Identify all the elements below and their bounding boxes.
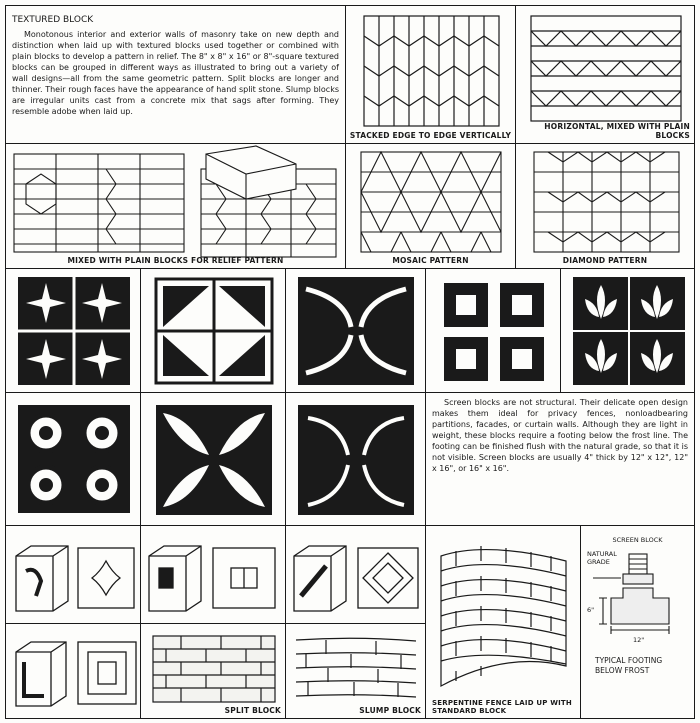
curve-screen-block-illustration — [286, 269, 426, 393]
square-screen-block-illustration — [426, 269, 561, 393]
textured-block-detail-3 — [285, 525, 426, 624]
screen-block-scrolls — [285, 392, 426, 526]
circle-screen-block-illustration — [6, 393, 141, 526]
leaf-screen-block-illustration — [141, 393, 286, 526]
textured-block-detail-2 — [140, 525, 286, 624]
intro-panel — [5, 5, 346, 144]
textured-block-detail-3-illustration — [286, 526, 426, 624]
textured-block-detail-4 — [5, 623, 141, 719]
stacked-pattern-panel — [345, 5, 516, 144]
slump-block-illustration — [286, 624, 426, 719]
intro-body: Monotonous interior and exterior walls of masonry take on new depth and distinction when laid up with textured blocks used together or combined with plain blocks to develop a pattern in relief. The 8" x 8" x 16" or 8"-square textured blocks can be grouped in different ways as illustrated to bring out a variety of wall designs—all from the same geometric pattern. Split blocks are longer and thinner. Their rough faces have the appearance of hand split stone. Slump blocks are irregular units cast from a concrete mix that sags after forming. They resemble adobe when laid up. — [12, 30, 339, 116]
serpentine-fence-illustration — [426, 526, 581, 719]
textured-block-detail-2-illustration — [141, 526, 286, 624]
diamond-pattern-panel — [515, 143, 695, 269]
footing-panel — [580, 525, 695, 719]
natural-grade-label: NATURAL GRADE — [587, 550, 617, 566]
horizontal-caption: HORIZONTAL, MIXED WITH PLAIN BLOCKS — [544, 122, 690, 140]
footing-caption: TYPICAL FOOTING BELOW FROST — [595, 656, 663, 675]
relief-caption: MIXED WITH PLAIN BLOCKS FOR RELIEF PATTERN — [67, 256, 284, 265]
split-block-illustration — [141, 624, 286, 719]
mosaic-caption: MOSAIC PATTERN — [392, 256, 469, 265]
diamond-pattern-illustration — [516, 144, 695, 269]
screen-block-triangles — [140, 268, 286, 393]
serpentine-caption: SERPENTINE FENCE LAID UP WITH STANDARD BLOCK — [432, 699, 572, 715]
mosaic-pattern-illustration — [346, 144, 516, 269]
screen-block-leaves — [140, 392, 286, 526]
horizontal-pattern-panel — [515, 5, 695, 144]
mosaic-pattern-panel — [345, 143, 516, 269]
triangle-screen-block-illustration — [141, 269, 286, 393]
screen-block-fleur-de-lis — [560, 268, 695, 393]
screen-block-circles — [5, 392, 141, 526]
textured-block-detail-1 — [5, 525, 141, 624]
diamond-caption: DIAMOND PATTERN — [562, 256, 648, 265]
intro-title: TEXTURED BLOCK — [12, 15, 94, 25]
textured-block-detail-4-illustration — [6, 624, 141, 719]
fleur-de-lis-screen-block-illustration — [561, 269, 695, 393]
textured-block-detail-1-illustration — [6, 526, 141, 624]
footing-width-label: 12" — [633, 636, 645, 644]
screen-block-label: SCREEN BLOCK — [612, 536, 663, 544]
screen-block-curves — [285, 268, 426, 393]
screen-block-star — [5, 268, 141, 393]
screen-blocks-text: Screen blocks are not structural. Their delicate open design makes them ideal for privacy fences, nonloadbearing partitions, facades, or curtain walls. Although they are light in weight, these blocks require a footing below the frost line. The footing can be finished flush with the natural grade, so that it is not visible. Screen blocks are usually 4" thick by 12" x 12", 12" x 16", or 16" x 16". — [432, 398, 688, 473]
star-screen-block-illustration — [6, 269, 141, 393]
scroll-screen-block-illustration — [286, 393, 426, 526]
split-caption: SPLIT BLOCK — [224, 706, 281, 715]
relief-pattern-illustration — [6, 144, 346, 269]
screen-block-squares — [425, 268, 561, 393]
footing-height-label: 6" — [587, 606, 595, 614]
screen-blocks-description — [425, 392, 695, 526]
stacked-caption: STACKED EDGE TO EDGE VERTICALLY — [349, 131, 512, 140]
serpentine-fence-panel — [425, 525, 581, 719]
stacked-pattern-illustration — [346, 6, 516, 144]
slump-block-panel — [285, 623, 426, 719]
slump-caption: SLUMP BLOCK — [359, 706, 421, 715]
split-block-panel — [140, 623, 286, 719]
relief-pattern-panel — [5, 143, 346, 269]
